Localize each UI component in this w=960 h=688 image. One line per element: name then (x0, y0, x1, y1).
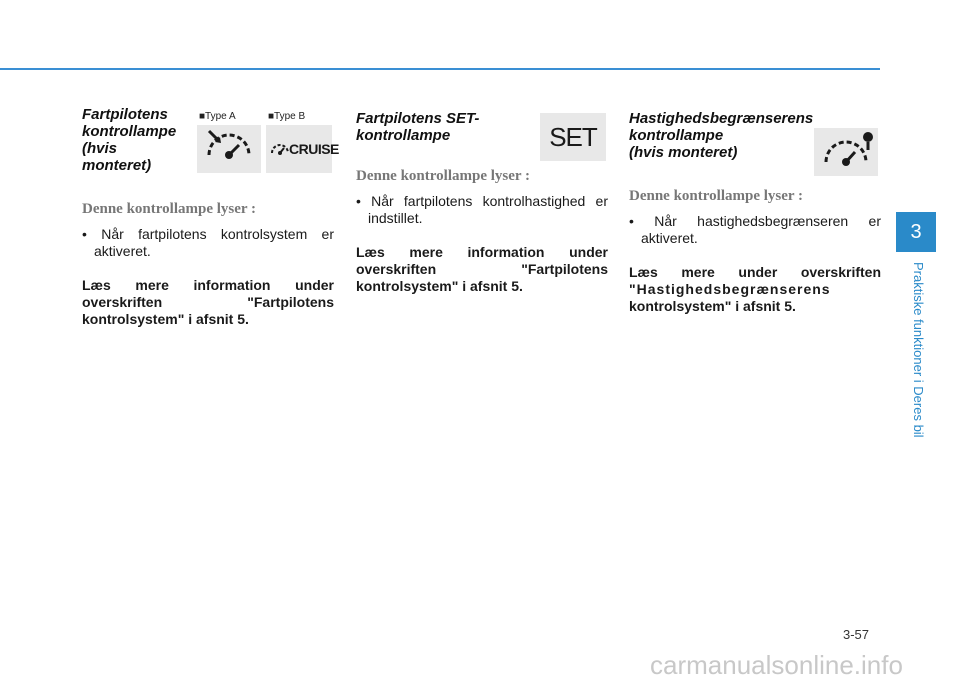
para-line: kontrolsystem" i afsnit 5. (82, 311, 249, 327)
heading-line: kontrollampe (82, 123, 177, 140)
reference-paragraph (629, 264, 881, 315)
cruise-label: CRUISE (289, 141, 339, 157)
para-line: overskriften "Fartpilotens (356, 261, 608, 277)
heading-line: (hvis monteret) (629, 144, 738, 161)
watermark: carmanualsonline.info (650, 650, 903, 680)
section-subheading: Denne kontrollampe lyser : (356, 168, 531, 184)
speed-limiter-icon (814, 128, 878, 176)
section-heading (82, 106, 192, 174)
para-line: overskriften "Fartpilotens (82, 294, 334, 310)
section-subheading: Denne kontrollampe lyser : (82, 201, 257, 217)
heading-line: monteret) (82, 157, 152, 174)
bullet-item: • Når fartpilotens kontrolsystem er aktiveret. (82, 226, 334, 259)
para-line: kontrolsystem" i afsnit 5. (356, 278, 523, 294)
para-line: Læs mere under overskriften (629, 264, 881, 280)
heading-line: Hastighedsbegrænserens (629, 110, 814, 127)
heading-line: (hvis (82, 140, 118, 157)
para-line: "Hastighedsbegrænserens (629, 281, 831, 297)
set-indicator-icon (540, 113, 606, 161)
cruise-text-icon (266, 125, 339, 173)
bullet-item: • Når fartpilotens kontrolhastighed er indstillet. (356, 193, 608, 226)
reference-paragraph (356, 244, 608, 295)
para-line: Læs mere information under (82, 277, 334, 293)
type-a-label: ■Type A (199, 111, 236, 122)
chapter-number-tab: 3 (896, 212, 936, 252)
section-subheading: Denne kontrollampe lyser : (629, 188, 804, 204)
heading-line: kontrollampe (356, 127, 451, 144)
heading-line: kontrollampe (629, 127, 724, 144)
heading-line: Fartpilotens (82, 106, 168, 123)
top-rule (0, 68, 880, 70)
page-number: 3-57 (843, 627, 870, 642)
set-label: SET (549, 121, 597, 152)
chapter-title: Praktiske funktioner i Deres bil (911, 262, 926, 438)
reference-paragraph (82, 277, 334, 328)
para-line: kontrolsystem" i afsnit 5. (629, 298, 796, 314)
type-b-label: ■Type B (268, 111, 306, 122)
cruise-speedometer-icon (197, 125, 261, 173)
heading-line: Fartpilotens SET- (356, 110, 480, 127)
bullet-item: • Når hastighedsbegrænseren er aktiveret. (629, 213, 881, 246)
para-line: Læs mere information under (356, 244, 608, 260)
